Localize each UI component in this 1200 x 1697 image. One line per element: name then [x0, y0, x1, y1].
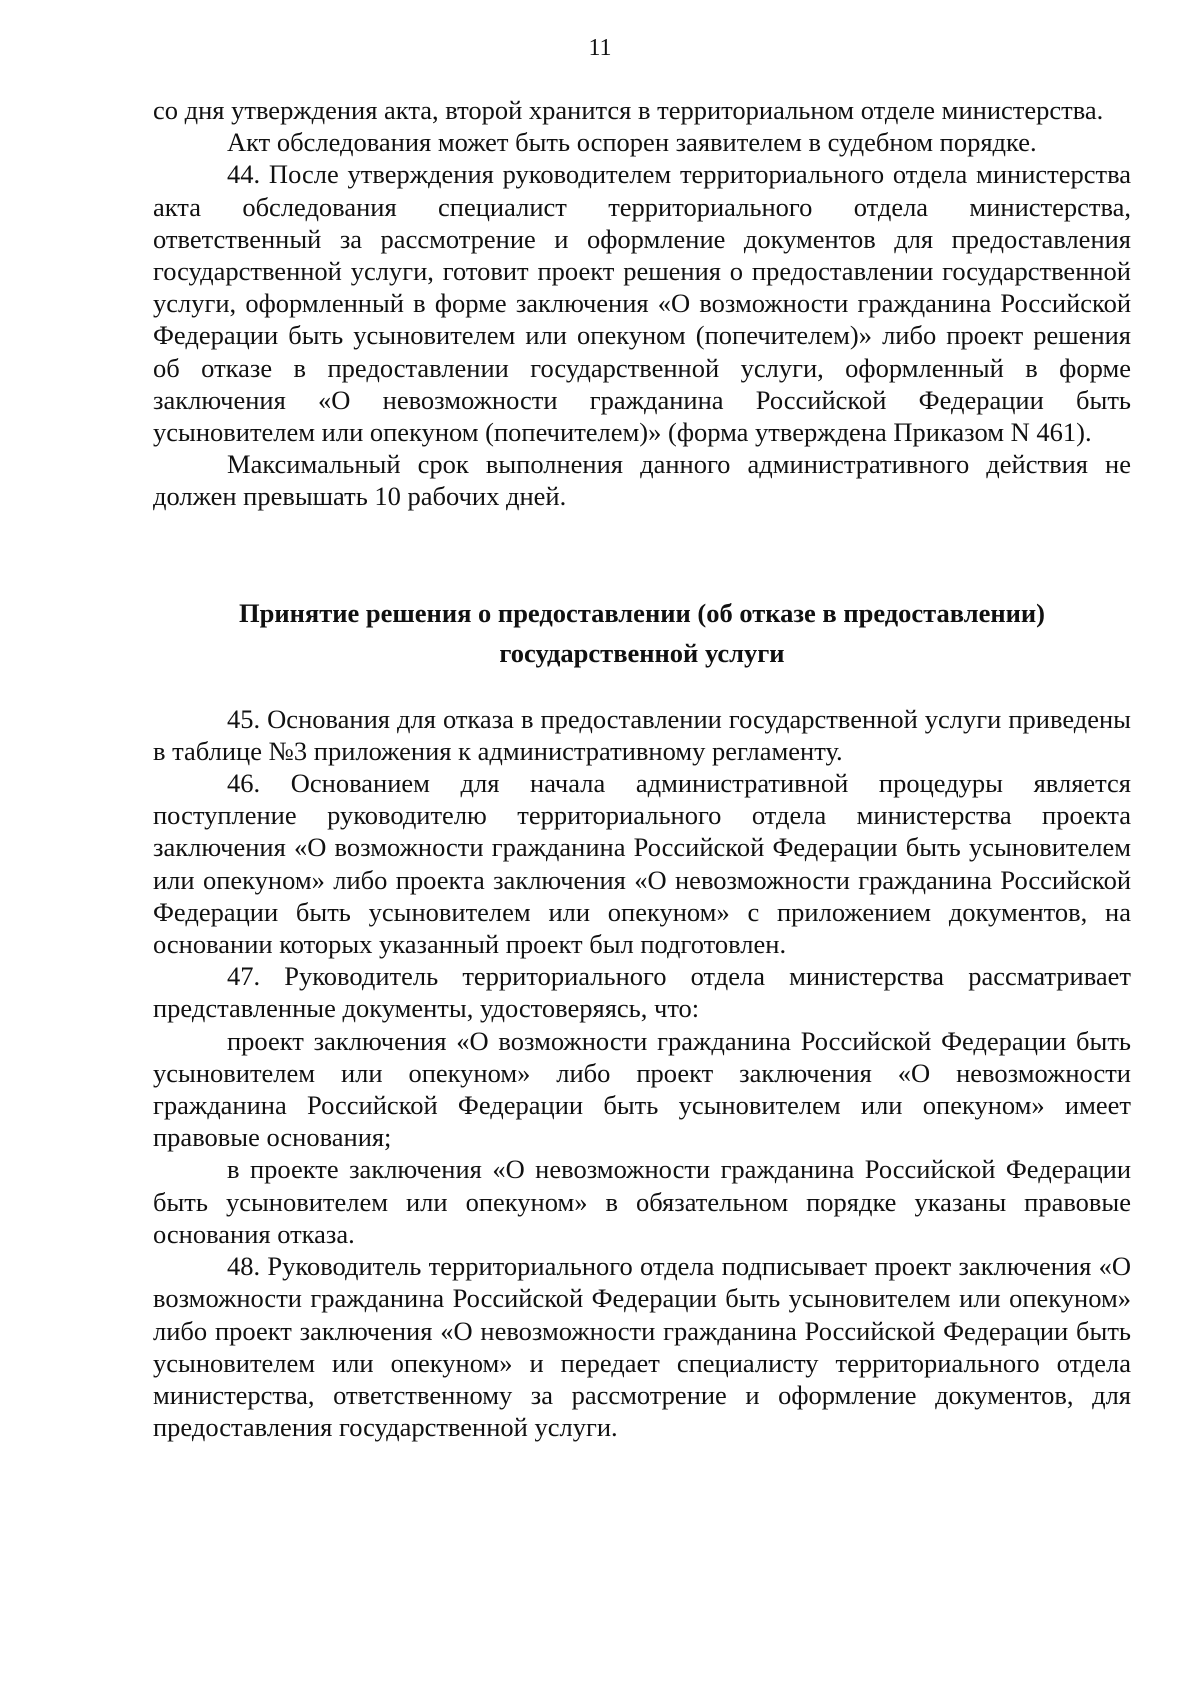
paragraph-p7: проект заключения «О возможности гражданина Российской Федерации быть усыновителем или опекуном» либо проект заключения «О невозможности гражданина Российской Федерации быть усыновителем или опекуном» имеет правовые основания; — [153, 1025, 1131, 1153]
document-body — [153, 94, 1131, 1443]
paragraph-p6: 47. Руководитель территориального отдела министерства рассматривает представленные документы, удостоверяясь, что: — [153, 961, 1131, 1024]
paragraph-p4: 45. Основания для отказа в предоставлении государственной услуги приведены в таблице №3 приложения к административному регламенту. — [153, 703, 1131, 766]
page-number: 11 — [588, 35, 612, 61]
paragraph-p2: 44. После утверждения руководителем территориального отдела министерства акта обследования специалист территориального отдела министерства, ответственный за рассмотрение и оформление документов для предоставления государственной услуги, готовит проект решения о предоставлении государственной услуги, оформленный в форме заключения «О возможности гражданина Российской Федерации быть усыновителем или опекуном (попечителем)» либо проект решения об отказе в предоставлении государственной услуги, оформленный в форме заключения «О невозможности гражданина Российской Федерации быть усыновителем или опекуном (попечителем)» (форма утверждена Приказом N 461). — [153, 159, 1131, 448]
spacer — [153, 513, 1131, 593]
paragraph-p3: Максимальный срок выполнения данного административного действия не должен превышать 10 рабочих дней. — [153, 449, 1131, 512]
section-heading — [153, 593, 1131, 673]
section-before-heading — [153, 94, 1131, 513]
section-heading-line-1: Принятие решения о предоставлении (об отказе в предоставлении) — [239, 597, 1045, 628]
paragraph-p1: Акт обследования может быть оспорен заявителем в судебном порядке. — [227, 127, 1037, 158]
paragraph-p9: 48. Руководитель территориального отдела подписывает проект заключения «О возможности гражданина Российской Федерации быть усыновителем или опекуном» либо проект заключения «О невозможности гражданина Российской Федерации быть усыновителем или опекуном» и передает специалисту территориального отдела министерства, ответственному за рассмотрение и оформление документов, для предоставления государственной услуги. — [153, 1251, 1131, 1443]
paragraph-p8: в проекте заключения «О невозможности гражданина Российской Федерации быть усыновителем или опекуном» в обязательном порядке указаны правовые основания отказа. — [153, 1154, 1131, 1249]
spacer — [153, 673, 1131, 703]
paragraph-p0: со дня утверждения акта, второй хранится в территориальном отделе министерства. — [153, 95, 1104, 125]
section-heading-line-2: государственной услуги — [499, 637, 785, 668]
paragraph-p5: 46. Основанием для начала административной процедуры является поступление руководителю территориального отдела министерства проекта заключения «О возможности гражданина Российской Федерации быть усыновителем или опекуном» либо проекта заключения «О невозможности гражданина Российской Федерации быть усыновителем или опекуном» с приложением документов, на основании которых указанный проект был подготовлен. — [153, 768, 1131, 960]
section-after-heading — [153, 703, 1131, 1444]
